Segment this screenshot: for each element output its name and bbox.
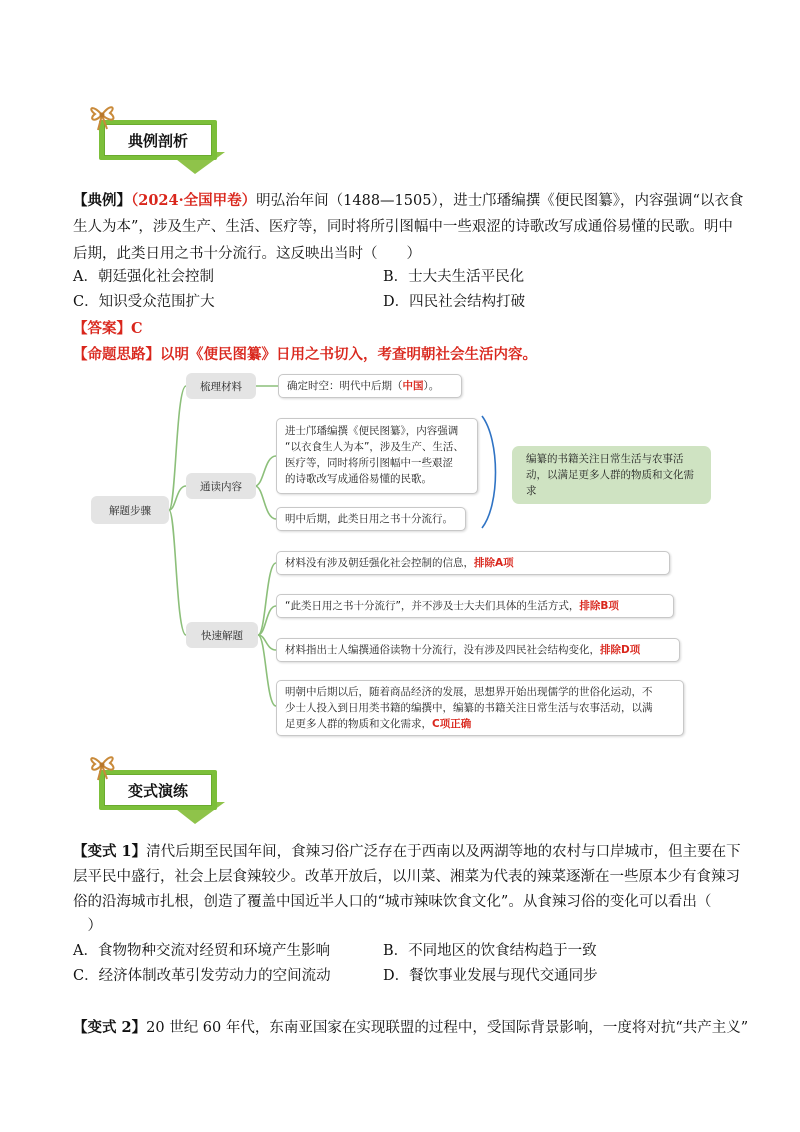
variant1-line3: 俗的沿海城市扎根，创造了覆盖中国近半人口的“城市辣味饮食文化”。从食辣习俗的变化可以看出（ xyxy=(73,894,712,910)
example-stem-line2: 生人为本”，涉及生产、生活、医疗等，同时将所引图幅中一些艰涩的诗歌改写成通俗易懂的民歌。明中 xyxy=(73,219,733,235)
solve-b-text: “此类日用之书十分流行”，并不涉及士大夫们具体的生活方式， xyxy=(285,600,580,612)
mindmap-branch-solve: 快速解题 xyxy=(186,622,258,648)
solve-c-text: 足更多人群的物质和文化需求， xyxy=(285,718,432,730)
solve-c-line: 少士人投入到日用类书籍的编撰中，编纂的书籍关注日常生活与农事活动，以满 xyxy=(285,702,653,714)
example-stem-text1: 明弘治年间（1488—1505），进士邝璠编撰《便民图纂》，内容强调“以衣食 xyxy=(256,193,744,209)
summary-box: 编纂的书籍关注日常生活与农事活动，以满足更多人群的物质和文化需求 xyxy=(512,446,711,504)
solve-c-line: 明朝中后期以后，随着商品经济的发展，思想界开始出现儒学的世俗化运动，不 xyxy=(285,686,653,698)
solve-b-verdict: 排除B项 xyxy=(579,600,619,612)
solve-d-verdict: 排除D项 xyxy=(600,644,641,656)
variant1-line2: 层平民中盛行，社会上层食辣较少。改革开放后，以川菜、湘菜为代表的辣菜逐渐在一些原本少有食辣习 xyxy=(73,869,740,885)
variant1-option-b: B．不同地区的饮食结构趋于一致 xyxy=(383,943,597,959)
solve-box-d xyxy=(276,638,680,662)
read-box-popular: 明中后期，此类日用之书十分流行。 xyxy=(276,507,466,531)
example-source: （2024·全国甲卷） xyxy=(131,192,257,209)
variant2-line1 xyxy=(73,1014,748,1042)
solve-box-b xyxy=(276,594,674,618)
example-option-a: A．朝廷强化社会控制 xyxy=(73,269,214,285)
variant1-tag: 【变式 1】 xyxy=(73,843,147,860)
solve-box-a xyxy=(276,551,670,575)
sort-material-box xyxy=(278,374,462,398)
variant1-option-c: C．经济体制改革引发劳动力的空间流动 xyxy=(73,968,331,984)
example-tag: 【典例】 xyxy=(73,192,131,209)
solve-a-verdict: 排除A项 xyxy=(474,557,514,569)
example-option-b: B．士大夫生活平民化 xyxy=(383,269,525,285)
sort-material-text: 确定时空：明代中后期（ xyxy=(287,380,403,392)
solve-a-text: 材料没有涉及朝廷强化社会控制的信息， xyxy=(285,557,474,569)
variant1-text1: 清代后期至民国年间，食辣习俗广泛存在于西南以及两湖等地的农村与口岸城市，但主要在下 xyxy=(146,844,741,860)
solve-c-line xyxy=(285,716,675,732)
mindmap-branch-sort: 梳理材料 xyxy=(186,373,256,399)
solve-box-c xyxy=(276,680,684,736)
read-box-material xyxy=(276,418,478,494)
variant1-option-a: A．食物物种交流对经贸和环境产生影响 xyxy=(73,943,330,959)
section-title: 典例剖析 xyxy=(104,124,212,156)
solve-c-verdict: C项正确 xyxy=(432,718,472,730)
sort-material-highlight: 中国 xyxy=(402,380,424,392)
solve-d-text: 材料指出士人编撰通俗读物十分流行，没有涉及四民社会结构变化， xyxy=(285,644,600,656)
ribbon-knot-icon xyxy=(85,748,119,782)
variant1-line1 xyxy=(73,838,741,866)
variant1-line4: ） xyxy=(73,918,102,934)
mindmap-branch-read: 通读内容 xyxy=(186,473,256,499)
variant1-option-d: D．餐饮事业发展与现代交通同步 xyxy=(383,968,598,984)
answer-value: C xyxy=(131,320,143,337)
mindmap-root: 解题步骤 xyxy=(91,496,169,524)
variant2-tag: 【变式 2】 xyxy=(73,1019,147,1036)
example-option-c: C．知识受众范围扩大 xyxy=(73,294,215,310)
answer-tag: 【答案】 xyxy=(73,320,131,337)
idea-text: 以明《便民图纂》日用之书切入，考查明朝社会生活内容。 xyxy=(160,346,537,363)
read-box-line: 进士邝璠编撰《便民图纂》，内容强调 xyxy=(285,425,459,437)
read-box-line: 的诗歌改写成通俗易懂的民歌。 xyxy=(285,473,432,485)
variant2-text1: 20 世纪 60 年代，东南亚国家在实现联盟的过程中，受国际背景影响，一度将对抗“共产主义” xyxy=(146,1020,749,1036)
example-option-d: D．四民社会结构打破 xyxy=(383,294,526,310)
idea-tag: 【命题思路】 xyxy=(73,346,160,363)
read-box-line: 医疗等，同时将所引图幅中一些艰涩 xyxy=(285,457,453,469)
sort-material-suffix: ）。 xyxy=(423,380,440,392)
section-title: 变式演练 xyxy=(104,774,212,806)
example-stem-line3: 后期，此类日用之书十分流行。这反映出当时（ ） xyxy=(73,246,421,262)
section-header-variants xyxy=(99,762,229,832)
read-box-line: “以衣食生人为本”，涉及生产、生活、 xyxy=(285,441,464,453)
